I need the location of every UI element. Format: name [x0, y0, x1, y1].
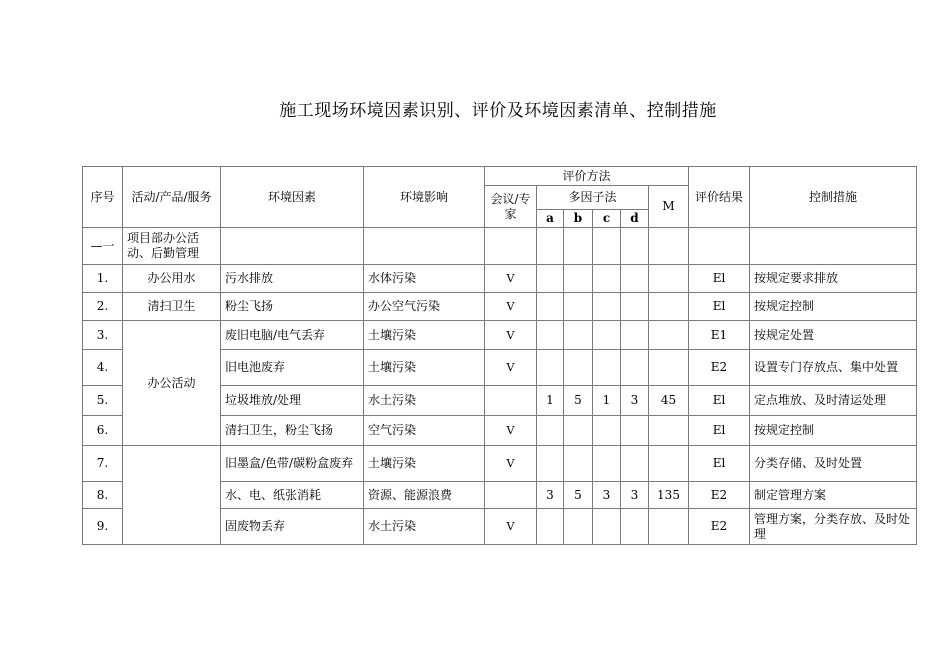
row-b — [564, 265, 593, 293]
row-meeting: V — [485, 446, 537, 482]
row-d — [621, 509, 649, 545]
row-b — [564, 321, 593, 350]
row-factor: 清扫卫生，粉尘飞扬 — [221, 416, 364, 446]
row-b — [564, 446, 593, 482]
row-impact: 办公空气污染 — [364, 293, 485, 321]
header-multi: 多因子法 — [537, 186, 649, 210]
header-factor: 环境因素 — [221, 167, 364, 228]
row-d: 3 — [621, 482, 649, 509]
row-m — [649, 446, 689, 482]
row-d — [621, 416, 649, 446]
row-seq: 7. — [83, 446, 123, 482]
row-meeting: V — [485, 265, 537, 293]
row-meeting: V — [485, 321, 537, 350]
row-impact: 土壤污染 — [364, 321, 485, 350]
row-result: El — [689, 446, 750, 482]
row-b — [564, 293, 593, 321]
row-d — [621, 265, 649, 293]
row-b: 5 — [564, 482, 593, 509]
row-seq: 9. — [83, 509, 123, 545]
row-impact: 水体污染 — [364, 265, 485, 293]
table-row — [83, 321, 917, 350]
row-m — [649, 416, 689, 446]
header-d: d — [621, 210, 649, 228]
row-seq: 6. — [83, 416, 123, 446]
header-method: 评价方法 — [485, 167, 689, 186]
row-activity: 办公用水 — [123, 265, 221, 293]
row-result: El — [689, 386, 750, 416]
row-result: El — [689, 265, 750, 293]
row-factor: 粉尘飞扬 — [221, 293, 364, 321]
row-c — [593, 509, 621, 545]
row-result: El — [689, 416, 750, 446]
row-result: El — [689, 293, 750, 321]
row-d — [621, 321, 649, 350]
row-impact: 资源、能源浪费 — [364, 482, 485, 509]
row-factor: 旧电池废弃 — [221, 350, 364, 386]
row-result: E2 — [689, 482, 750, 509]
row-meeting — [485, 386, 537, 416]
row-d — [621, 350, 649, 386]
row-impact: 土壤污染 — [364, 446, 485, 482]
header-impact: 环境影响 — [364, 167, 485, 228]
group-office-activity: 办公活动 — [123, 321, 221, 446]
row-m: 45 — [649, 386, 689, 416]
row-control: 按规定处置 — [750, 321, 917, 350]
row-factor: 水、电、纸张消耗 — [221, 482, 364, 509]
row-factor: 废旧电脑/电气丢弃 — [221, 321, 364, 350]
row-result: E2 — [689, 509, 750, 545]
row-c: 3 — [593, 482, 621, 509]
row-a — [537, 350, 564, 386]
row-seq: 4. — [83, 350, 123, 386]
row-control: 按规定要求排放 — [750, 265, 917, 293]
row-result: E1 — [689, 321, 750, 350]
row-impact: 水土污染 — [364, 386, 485, 416]
row-meeting: V — [485, 293, 537, 321]
row-factor: 固废物丢弃 — [221, 509, 364, 545]
row-a — [537, 265, 564, 293]
row-m — [649, 265, 689, 293]
row-meeting — [485, 482, 537, 509]
row-m — [649, 293, 689, 321]
row-control: 设置专门存放点、集中处置 — [750, 350, 917, 386]
row-m — [649, 350, 689, 386]
row-b — [564, 509, 593, 545]
row-seq: 1. — [83, 265, 123, 293]
row-factor: 污水排放 — [221, 265, 364, 293]
row-result: E2 — [689, 350, 750, 386]
environment-factor-table — [82, 166, 917, 545]
row-control: 分类存储、及时处置 — [750, 446, 917, 482]
row-a: 1 — [537, 386, 564, 416]
row-factor: 垃圾堆放/处理 — [221, 386, 364, 416]
row-control: 管理方案，分类存放、及时处理 — [750, 509, 917, 545]
row-c — [593, 293, 621, 321]
row-c — [593, 350, 621, 386]
row-activity: 清扫卫生 — [123, 293, 221, 321]
row-m — [649, 321, 689, 350]
row-seq: 5. — [83, 386, 123, 416]
row-m — [649, 509, 689, 545]
row-meeting: V — [485, 416, 537, 446]
section-row — [83, 228, 917, 265]
row-impact: 土壤污染 — [364, 350, 485, 386]
row-c — [593, 416, 621, 446]
section-activity: 项目部办公活动、后勤管理 — [123, 228, 221, 265]
row-c: 1 — [593, 386, 621, 416]
page-title: 施工现场环境因素识别、评价及环境因素清单、控制措施 — [279, 101, 717, 121]
header-a: a — [537, 210, 564, 228]
section-seq: —一 — [83, 228, 123, 265]
header-c: c — [593, 210, 621, 228]
row-activity — [123, 446, 221, 545]
header-result: 评价结果 — [689, 167, 750, 228]
header-meeting: 会议/专家 — [485, 186, 537, 228]
row-d: 3 — [621, 386, 649, 416]
row-impact: 空气污染 — [364, 416, 485, 446]
row-seq: 8. — [83, 482, 123, 509]
row-a — [537, 416, 564, 446]
row-b — [564, 350, 593, 386]
row-a — [537, 509, 564, 545]
row-meeting: V — [485, 350, 537, 386]
row-control: 按规定控制 — [750, 293, 917, 321]
row-m: 135 — [649, 482, 689, 509]
row-control: 制定管理方案 — [750, 482, 917, 509]
table-row — [83, 265, 917, 293]
header-b: b — [564, 210, 593, 228]
row-a — [537, 446, 564, 482]
row-seq: 2. — [83, 293, 123, 321]
row-c — [593, 446, 621, 482]
row-a: 3 — [537, 482, 564, 509]
row-control: 定点堆放、及时清运处理 — [750, 386, 917, 416]
table-row — [83, 446, 917, 482]
row-factor: 旧墨盒/色带/碳粉盒废弃 — [221, 446, 364, 482]
row-c — [593, 321, 621, 350]
header-seq: 序号 — [83, 167, 123, 228]
row-c — [593, 265, 621, 293]
header-control: 控制措施 — [750, 167, 917, 228]
row-impact: 水土污染 — [364, 509, 485, 545]
row-d — [621, 293, 649, 321]
header-activity: 活动/产品/服务 — [123, 167, 221, 228]
row-meeting: V — [485, 509, 537, 545]
row-a — [537, 321, 564, 350]
row-b — [564, 416, 593, 446]
row-b: 5 — [564, 386, 593, 416]
row-d — [621, 446, 649, 482]
row-a — [537, 293, 564, 321]
table-row — [83, 293, 917, 321]
header-m: M — [649, 186, 689, 228]
row-seq: 3. — [83, 321, 123, 350]
row-control: 按规定控制 — [750, 416, 917, 446]
